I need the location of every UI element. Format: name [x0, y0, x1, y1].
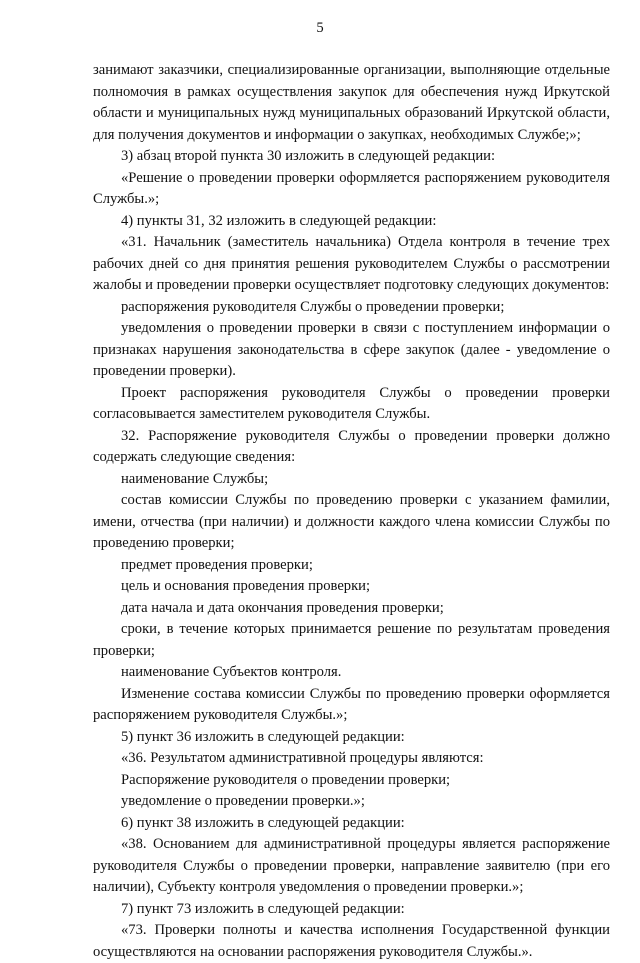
paragraph: сроки, в течение которых принимается решение по результатам проведения проверки; — [93, 621, 610, 659]
paragraph: распоряжения руководителя Службы о проведении проверки; — [121, 298, 505, 315]
paragraph: 7) пункт 73 изложить в следующей редакции: — [121, 900, 405, 917]
paragraph: уведомления о проведении проверки в связи с поступлением информации о признаках нарушения законодательства в сфере закупок (далее - уведомление о проведении проверки). — [93, 320, 610, 379]
paragraph: «73. Проверки полноты и качества исполнения Государственной функции осуществляются на основании распоряжения руководителя Службы.». — [93, 922, 610, 960]
paragraph: Проект распоряжения руководителя Службы о проведении проверки согласовывается заместителем руководителя Службы. — [93, 384, 610, 422]
paragraph: уведомление о проведении проверки.»; — [121, 793, 365, 809]
paragraph: состав комиссии Службы по проведению проверки с указанием фамилии, имени, отчества (при наличии) и должности каждого члена комиссии Службы по проведению проверки; — [93, 492, 610, 551]
paragraph: наименование Службы; — [121, 470, 269, 487]
paragraph: «36. Результатом административной процедуры являются: — [121, 750, 484, 766]
paragraph: дата начала и дата окончания проведения проверки; — [121, 599, 444, 616]
paragraph: предмет проведения проверки; — [121, 556, 313, 573]
paragraph: Распоряжение руководителя о проведении проверки; — [121, 771, 451, 788]
page-number: 5 — [316, 20, 324, 36]
paragraph: Изменение состава комиссии Службы по проведению проверки оформляется распоряжением руководителя Службы.»; — [93, 685, 610, 723]
paragraph: 32. Распоряжение руководителя Службы о проведении проверки должно содержать следующие сведения: — [93, 427, 610, 465]
paragraph: 6) пункт 38 изложить в следующей редакции: — [121, 814, 405, 831]
paragraph: 3) абзац второй пункта 30 изложить в следующей редакции: — [121, 148, 496, 164]
paragraph: цель и основания проведения проверки; — [121, 578, 371, 594]
paragraph: 5) пункт 36 изложить в следующей редакции: — [121, 728, 405, 745]
paragraph: занимают заказчики, специализированные организации, выполняющие отдельные полномочия в рамках осуществления закупок для обеспечения нужд Иркутской области и муниципальных нужд муниципальных образований Иркутской области, для получения документов и информации о закупках, необходимых Службе;»; — [93, 62, 610, 143]
document-body — [93, 60, 610, 963]
paragraph: наименование Субъектов контроля. — [121, 664, 342, 680]
paragraph: «38. Основанием для административной процедуры является распоряжение руководителя Службы о проведении проверки, направление заявителю (при его наличии), Субъекту контроля уведомления о проведении проверки.»; — [93, 836, 610, 895]
paragraph: «31. Начальник (заместитель начальника) Отдела контроля в течение трех рабочих дней со дня принятия решения руководителем Службы о рассмотрении жалобы и проведении проверки осуществляет подготовку следующих документов: — [93, 234, 610, 293]
paragraph: «Решение о проведении проверки оформляется распоряжением руководителя Службы.»; — [93, 169, 610, 207]
paragraph: 4) пункты 31, 32 изложить в следующей редакции: — [121, 212, 437, 229]
